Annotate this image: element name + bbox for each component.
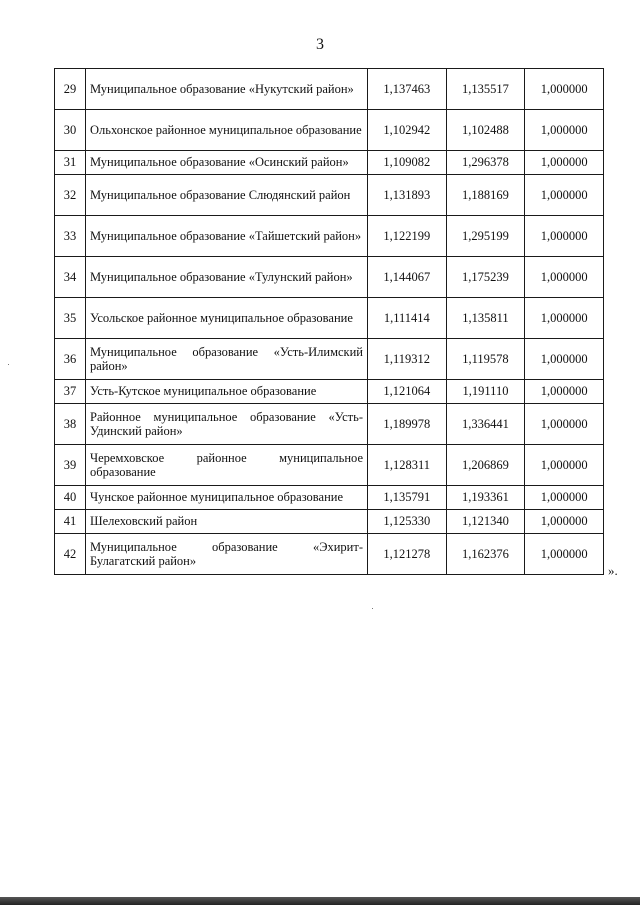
coefficient-1-cell: 1,121064 bbox=[368, 380, 447, 404]
municipality-name-cell: Шелеховский район bbox=[86, 510, 368, 534]
row-number-cell: 37 bbox=[55, 380, 86, 404]
table-row bbox=[55, 380, 604, 404]
municipality-name-cell: Муниципальное образование «Осинский район» bbox=[86, 151, 368, 175]
municipality-name-cell: Районное муниципальное образование «Усть-Удинский район» bbox=[86, 404, 368, 445]
municipality-name-cell: Чунское районное муниципальное образование bbox=[86, 486, 368, 510]
row-number-cell: 36 bbox=[55, 339, 86, 380]
coefficient-1-cell: 1,189978 bbox=[368, 404, 447, 445]
municipality-name-cell: Ольхонское районное муниципальное образование bbox=[86, 110, 368, 151]
coefficient-3-cell: 1,000000 bbox=[525, 175, 604, 216]
municipality-name-cell: Муниципальное образование «Усть-Илимский район» bbox=[86, 339, 368, 380]
coefficient-2-cell: 1,206869 bbox=[446, 445, 525, 486]
municipality-name-cell: Муниципальное образование Слюдянский район bbox=[86, 175, 368, 216]
coefficient-3-cell: 1,000000 bbox=[525, 380, 604, 404]
scan-speck bbox=[8, 364, 9, 365]
row-number-cell: 30 bbox=[55, 110, 86, 151]
coefficient-3-cell: 1,000000 bbox=[525, 445, 604, 486]
coefficient-1-cell: 1,125330 bbox=[368, 510, 447, 534]
table-row bbox=[55, 339, 604, 380]
row-number-cell: 41 bbox=[55, 510, 86, 534]
coefficient-1-cell: 1,102942 bbox=[368, 110, 447, 151]
coefficient-3-cell: 1,000000 bbox=[525, 510, 604, 534]
coefficient-3-cell: 1,000000 bbox=[525, 257, 604, 298]
coefficients-table bbox=[54, 68, 604, 575]
coefficient-3-cell: 1,000000 bbox=[525, 298, 604, 339]
table-row bbox=[55, 486, 604, 510]
table-row bbox=[55, 510, 604, 534]
coefficient-3-cell: 1,000000 bbox=[525, 216, 604, 257]
municipality-name-cell: Черемховское районное муниципальное образование bbox=[86, 445, 368, 486]
coefficient-2-cell: 1,102488 bbox=[446, 110, 525, 151]
scan-speck bbox=[372, 608, 373, 609]
coefficient-1-cell: 1,111414 bbox=[368, 298, 447, 339]
coefficient-2-cell: 1,135517 bbox=[446, 69, 525, 110]
coefficient-2-cell: 1,175239 bbox=[446, 257, 525, 298]
table-row bbox=[55, 257, 604, 298]
coefficient-1-cell: 1,119312 bbox=[368, 339, 447, 380]
coefficient-3-cell: 1,000000 bbox=[525, 69, 604, 110]
coefficient-3-cell: 1,000000 bbox=[525, 151, 604, 175]
row-number-cell: 33 bbox=[55, 216, 86, 257]
coefficient-2-cell: 1,162376 bbox=[446, 534, 525, 575]
municipality-name-cell: Муниципальное образование «Нукутский район» bbox=[86, 69, 368, 110]
row-number-cell: 40 bbox=[55, 486, 86, 510]
coefficient-1-cell: 1,144067 bbox=[368, 257, 447, 298]
table-row bbox=[55, 404, 604, 445]
row-number-cell: 38 bbox=[55, 404, 86, 445]
row-number-cell: 31 bbox=[55, 151, 86, 175]
coefficient-1-cell: 1,137463 bbox=[368, 69, 447, 110]
row-number-cell: 39 bbox=[55, 445, 86, 486]
table-row bbox=[55, 298, 604, 339]
municipality-name-cell: Усольское районное муниципальное образование bbox=[86, 298, 368, 339]
table-body bbox=[55, 69, 604, 575]
table-row bbox=[55, 110, 604, 151]
municipality-name-cell: Муниципальное образование «Тайшетский район» bbox=[86, 216, 368, 257]
coefficient-2-cell: 1,119578 bbox=[446, 339, 525, 380]
coefficient-2-cell: 1,336441 bbox=[446, 404, 525, 445]
coefficient-1-cell: 1,109082 bbox=[368, 151, 447, 175]
coefficient-3-cell: 1,000000 bbox=[525, 404, 604, 445]
table-row bbox=[55, 151, 604, 175]
coefficient-2-cell: 1,188169 bbox=[446, 175, 525, 216]
table-row bbox=[55, 69, 604, 110]
coefficient-2-cell: 1,135811 bbox=[446, 298, 525, 339]
table-row bbox=[55, 445, 604, 486]
coefficient-2-cell: 1,121340 bbox=[446, 510, 525, 534]
table-row bbox=[55, 175, 604, 216]
municipality-name-cell: Усть-Кутское муниципальное образование bbox=[86, 380, 368, 404]
coefficient-2-cell: 1,296378 bbox=[446, 151, 525, 175]
row-number-cell: 42 bbox=[55, 534, 86, 575]
row-number-cell: 32 bbox=[55, 175, 86, 216]
coefficient-1-cell: 1,121278 bbox=[368, 534, 447, 575]
coefficient-3-cell: 1,000000 bbox=[525, 110, 604, 151]
closing-quote-mark: ». bbox=[608, 563, 618, 578]
scan-bottom-edge bbox=[0, 897, 640, 905]
coefficient-3-cell: 1,000000 bbox=[525, 534, 604, 575]
municipality-name-cell: Муниципальное образование «Эхирит-Булагатский район» bbox=[86, 534, 368, 575]
coefficient-1-cell: 1,131893 bbox=[368, 175, 447, 216]
table-row bbox=[55, 534, 604, 575]
coefficient-1-cell: 1,135791 bbox=[368, 486, 447, 510]
row-number-cell: 35 bbox=[55, 298, 86, 339]
coefficient-3-cell: 1,000000 bbox=[525, 486, 604, 510]
row-number-cell: 34 bbox=[55, 257, 86, 298]
row-number-cell: 29 bbox=[55, 69, 86, 110]
coefficient-2-cell: 1,191110 bbox=[446, 380, 525, 404]
table-row bbox=[55, 216, 604, 257]
coefficient-1-cell: 1,128311 bbox=[368, 445, 447, 486]
municipality-name-cell: Муниципальное образование «Тулунский район» bbox=[86, 257, 368, 298]
coefficient-2-cell: 1,295199 bbox=[446, 216, 525, 257]
coefficient-1-cell: 1,122199 bbox=[368, 216, 447, 257]
page-number: 3 bbox=[316, 36, 324, 53]
coefficient-2-cell: 1,193361 bbox=[446, 486, 525, 510]
coefficient-3-cell: 1,000000 bbox=[525, 339, 604, 380]
